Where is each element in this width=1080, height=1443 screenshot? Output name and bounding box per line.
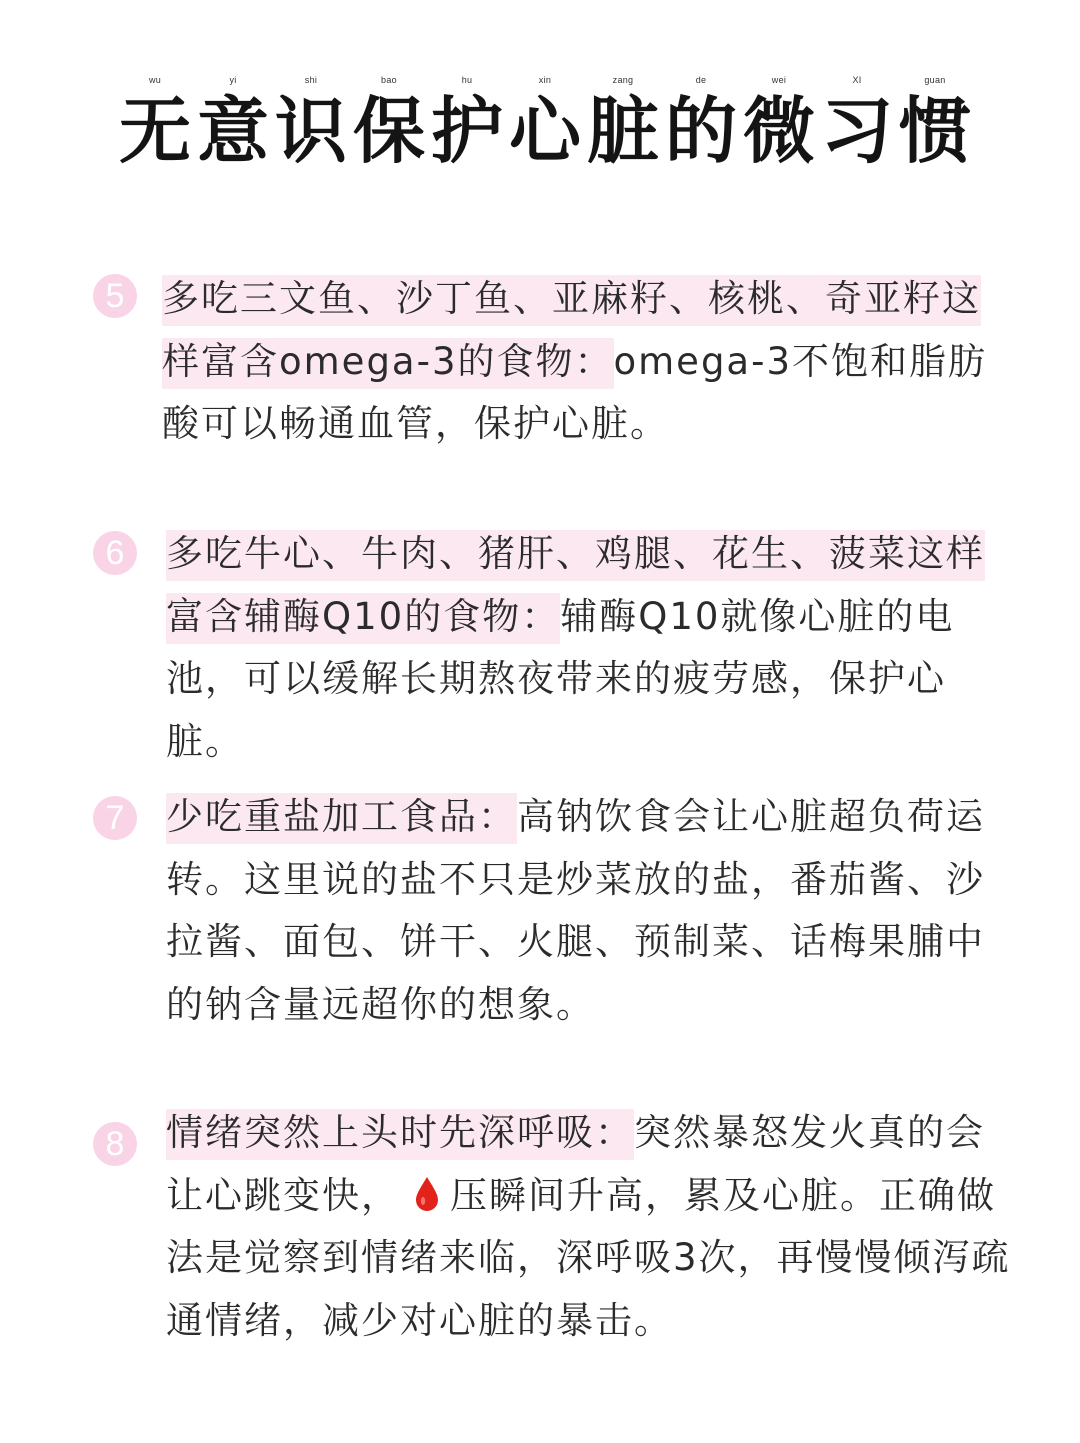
title-pinyin: de bbox=[695, 75, 707, 85]
title-hanzi: 护 bbox=[431, 89, 504, 173]
title-char bbox=[588, 72, 658, 176]
tip-body: 辅酶Q10就像心脏的电池，可以缓解长期熬夜带来的疲劳感，保护心脏。 bbox=[166, 594, 955, 763]
title-hanzi: 无 bbox=[119, 89, 192, 173]
title-char bbox=[822, 72, 892, 176]
tip-text bbox=[162, 268, 1012, 456]
title-hanzi: 微 bbox=[743, 89, 816, 173]
title-pinyin: wei bbox=[771, 75, 787, 85]
title-char bbox=[744, 72, 814, 176]
title-char bbox=[120, 72, 190, 176]
title-hanzi: 惯 bbox=[899, 89, 972, 173]
tip-body-continued: 压瞬间升高，累及心脏。正确做法是觉察到情绪来临，深呼吸3次，再慢慢倾泻疏通情绪，减少对心脏的暴击。 bbox=[166, 1173, 1011, 1342]
tip-highlight: 多吃三文鱼、沙丁鱼、亚麻籽、核桃、奇亚籽这样富含omega-3的食物： bbox=[162, 275, 981, 389]
title-hanzi: 脏 bbox=[587, 89, 660, 173]
tip-body: 突然暴怒发火真的会让心跳变快， bbox=[166, 1111, 985, 1217]
title-pinyin: zang bbox=[612, 75, 634, 85]
title-hanzi: 心 bbox=[509, 89, 582, 173]
title-char bbox=[276, 72, 346, 176]
title-pinyin: xin bbox=[538, 75, 552, 85]
number-badge: 8 bbox=[93, 1122, 137, 1166]
title-pinyin: yi bbox=[229, 75, 237, 85]
title-hanzi: 保 bbox=[353, 89, 426, 173]
number-badge: 5 bbox=[93, 274, 137, 318]
title-pinyin: guan bbox=[924, 75, 946, 85]
title-hanzi: 意 bbox=[197, 89, 270, 173]
title-pinyin: bao bbox=[381, 75, 397, 85]
title-char bbox=[432, 72, 502, 176]
tip-highlight: 情绪突然上头时先深呼吸： bbox=[166, 1109, 634, 1160]
tip-highlight: 少吃重盐加工食品： bbox=[166, 793, 517, 844]
title-hanzi: 识 bbox=[275, 89, 348, 173]
tip-text bbox=[166, 523, 1016, 773]
tip-text bbox=[166, 786, 1016, 1036]
title-char bbox=[510, 72, 580, 176]
blood-drop-icon bbox=[414, 1176, 440, 1212]
title-pinyin: shi bbox=[304, 75, 318, 85]
title-pinyin: XI bbox=[852, 75, 862, 85]
tip-text bbox=[166, 1102, 1016, 1352]
title-hanzi: 的 bbox=[665, 89, 738, 173]
title-char bbox=[900, 72, 970, 176]
number-badge: 6 bbox=[93, 531, 137, 575]
tip-body: omega-3不饱和脂肪酸可以畅通血管，保护心脏。 bbox=[162, 339, 987, 445]
title-hanzi: 习 bbox=[821, 89, 894, 173]
tip-highlight: 多吃牛心、牛肉、猪肝、鸡腿、花生、菠菜这样富含辅酶Q10的食物： bbox=[166, 530, 985, 644]
page-title bbox=[120, 72, 970, 176]
title-char bbox=[666, 72, 736, 176]
title-pinyin: hu bbox=[461, 75, 473, 85]
title-char bbox=[354, 72, 424, 176]
tip-body: 高钠饮食会让心脏超负荷运转。这里说的盐不只是炒菜放的盐，番茄酱、沙拉酱、面包、饼干、火腿、预制菜、话梅果脯中的钠含量远超你的想象。 bbox=[166, 795, 985, 1026]
title-pinyin: wu bbox=[148, 75, 162, 85]
title-char bbox=[198, 72, 268, 176]
number-badge: 7 bbox=[93, 796, 137, 840]
